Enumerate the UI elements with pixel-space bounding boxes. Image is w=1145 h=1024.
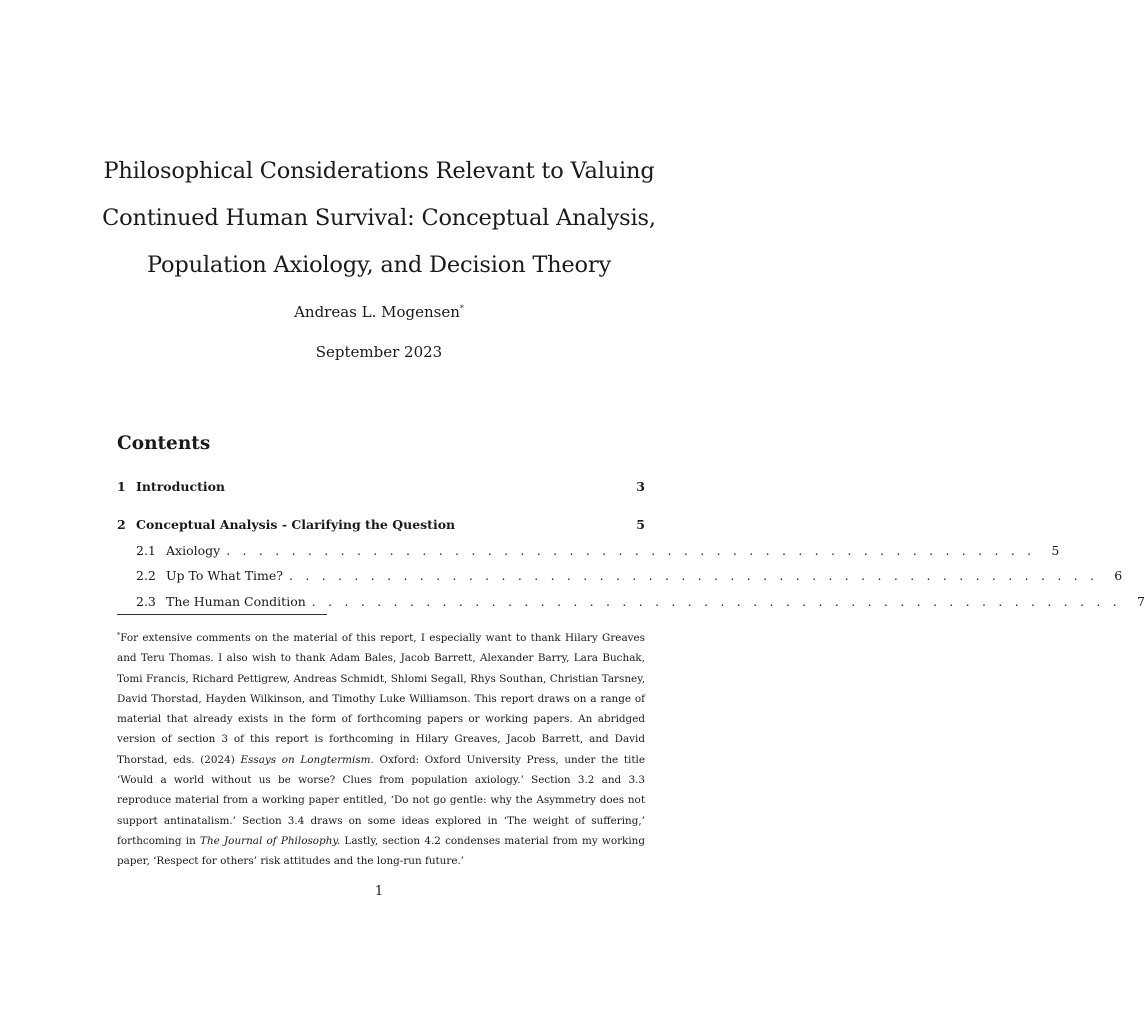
title-line-3: Population Axiology, and Decision Theory [147, 252, 611, 278]
footnote [117, 628, 645, 872]
toc-entry-introduction[interactable] [117, 477, 645, 497]
footnote-text-part-2: Oxford: Oxford University Press, under the title ‘Would a world without us be worse? Clues from population axiology.’ Section 3.2 and 3.3 reproduce material from a working paper entitled, ‘Do not go gentle: why the Asymmetry does not support antinatalism.’ Section 3.4 draws on some ideas explored in ‘The weight of suffering,’ forthcoming in [117, 753, 645, 847]
contents-heading: Contents [117, 433, 211, 454]
footnote-rule [117, 614, 327, 615]
toc-label: Axiology [166, 543, 221, 558]
toc-number: 2 [117, 517, 126, 532]
toc-number: 2.3 [136, 594, 156, 609]
toc-entry-up-to-what-time[interactable] [136, 566, 1123, 586]
author-footnote-mark: * [459, 304, 464, 313]
paper-title [90, 148, 668, 289]
footnote-italic-title-2: The Journal of Philosophy. [200, 834, 341, 847]
footnote-text-part-1: For extensive comments on the material of this report, I especially want to thank Hilary Greaves and Teru Thomas. I also wish to thank Adam Bales, Jacob Barrett, Alexander Barry, Lara Buchak, Tomi Francis, Richard Pettigrew, Andreas Schmidt, Shlomi Segall, Rhys Southan, Christian Tarsney, David Thorstad, Hayden Wilkinson, and Timothy Luke Williamson. This report draws on a range of material that already exists in the form of forthcoming papers or working papers. An abridged version of section 3 of this report is forthcoming in Hilary Greaves, Jacob Barrett, and David Thorstad, eds. (2024) [117, 632, 645, 766]
toc-leader: . . . . . . . . . . . . . . . . . . . . . . . . . . . . . . . . . . . . . . . . . . . . . . . . . . [226, 543, 1036, 558]
toc-page-number: 6 [1114, 568, 1123, 583]
title-line-1: Philosophical Considerations Relevant to Valuing [103, 158, 655, 184]
footnote-text-part-3: Lastly, section 4.2 condenses material from my working paper, ‘Respect for others’ risk attitudes and the long-run future.’ [117, 834, 646, 868]
toc-label: Introduction [136, 479, 226, 494]
toc-entry-human-condition[interactable] [136, 592, 1145, 612]
toc-entry-conceptual-analysis[interactable] [117, 515, 645, 535]
footnote-mark: * [117, 631, 121, 639]
toc-label: The Human Condition [166, 594, 306, 609]
author-line [0, 302, 758, 322]
toc-page-number: 5 [1051, 543, 1060, 558]
toc-page-number: 7 [1137, 594, 1145, 609]
toc-label: Up To What Time? [166, 568, 284, 583]
footnote-italic-title-1: Essays on Longtermism. [240, 753, 374, 766]
toc-number: 2.2 [136, 568, 156, 583]
toc-number: 1 [117, 479, 126, 494]
toc-number: 2.1 [136, 543, 156, 558]
toc-leader: . . . . . . . . . . . . . . . . . . . . . . . . . . . . . . . . . . . . . . . . . . . . . . . . . . [311, 594, 1121, 609]
page-number: 1 [374, 884, 384, 899]
author-name: Andreas L. Mogensen [294, 303, 460, 321]
toc-label: Conceptual Analysis - Clarifying the Question [136, 517, 456, 532]
toc-leader: . . . . . . . . . . . . . . . . . . . . . . . . . . . . . . . . . . . . . . . . . . . . . . . . . . [289, 568, 1099, 583]
title-line-2: Continued Human Survival: Conceptual Analysis, [102, 205, 656, 231]
toc-entry-axiology[interactable] [136, 541, 1060, 561]
publication-date: September 2023 [315, 343, 443, 361]
toc-page-number: 3 [636, 479, 645, 494]
toc-page-number: 5 [636, 517, 645, 532]
